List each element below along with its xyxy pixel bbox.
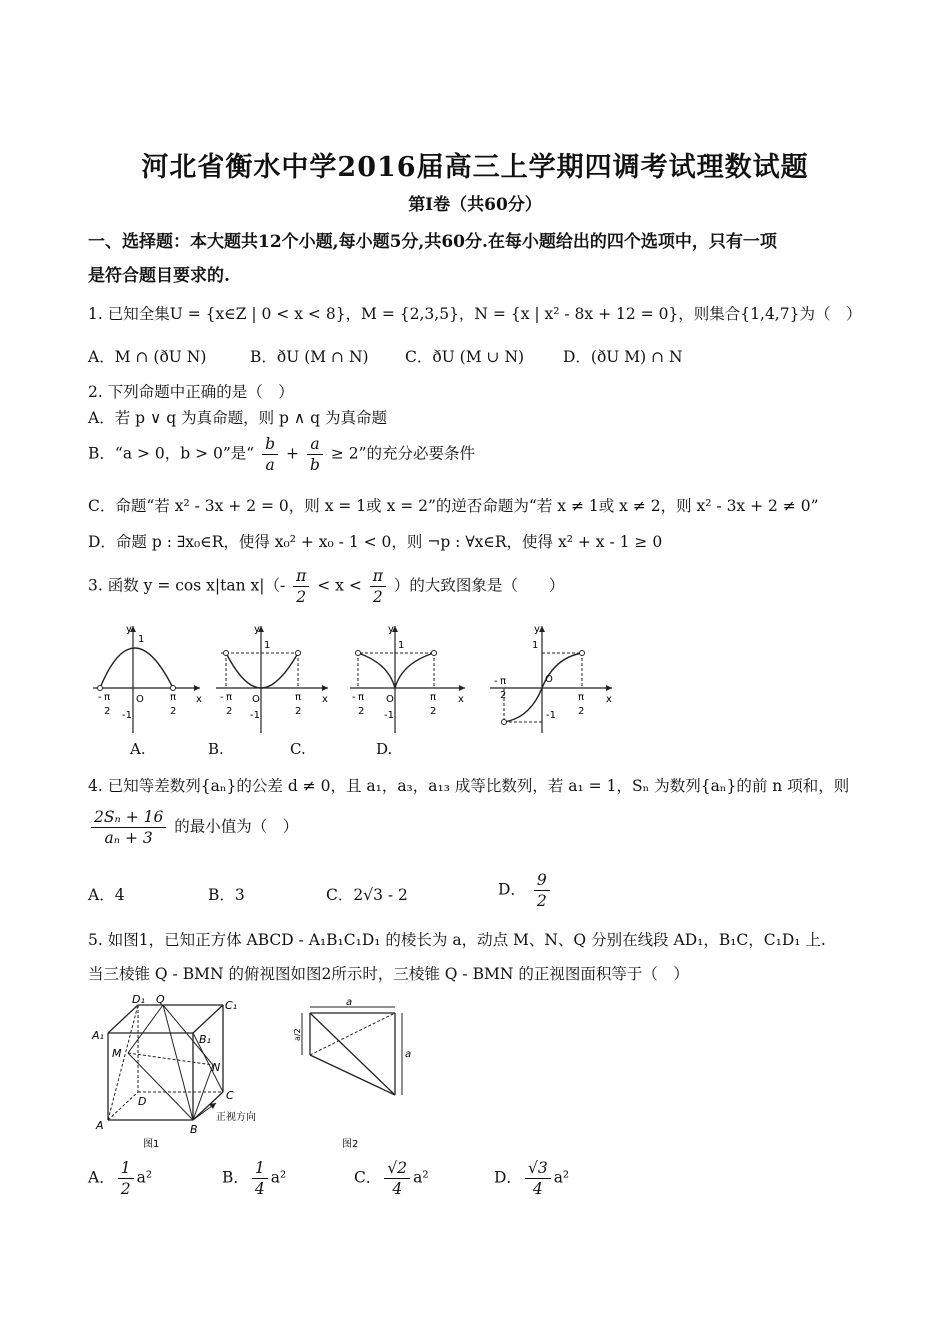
svg-text:A₁: A₁ — [92, 1029, 104, 1042]
svg-text:π: π — [430, 692, 437, 703]
svg-text:B: B — [190, 1123, 198, 1136]
q5-option-b: B． $\frac{1}{4}$ a² — [222, 1159, 287, 1198]
q4-stem-line1: 4. 已知等差数列{aₙ}的公差 d ≠ 0，且 a₁，a₃，a₁₃ 成等比数列，若 a₁ = 1，Sₙ 为数列{aₙ}的前 n 项和，则 — [88, 777, 850, 795]
svg-text:Q: Q — [156, 995, 165, 1006]
graph-c — [350, 624, 465, 733]
q2-option-c: C．命题“若 x² - 3x + 2 = 0，则 x = 1或 x = 2”的逆否命题为“若 x ≠ 1或 x ≠ 2，则 x² - 3x + 2 ≠ 0” — [88, 497, 819, 515]
q1-stem: 1. 已知全集U = {x∈Z | 0 < x < 8}，M = {2,3,5}，N = {x | x² - 8x + 12 = 0}，则集合{1,4,7}为（ ） — [88, 305, 862, 323]
svg-text:a: a — [405, 1049, 412, 1060]
svg-text:1: 1 — [264, 640, 271, 651]
svg-text:O: O — [252, 694, 260, 705]
svg-text:-1: -1 — [122, 710, 132, 721]
q2-stem: 2. 下列命题中正确的是（ ） — [88, 383, 294, 401]
svg-text:-: - — [220, 692, 224, 703]
q5-stem-line2: 当三棱锥 Q - BMN 的俯视图如图2所示时，三棱锥 Q - BMN 的正视图面积等于（ ） — [88, 965, 689, 983]
svg-text:O: O — [136, 694, 144, 705]
q5-figure-1 — [88, 995, 288, 1155]
q5-stem-line1: 5. 如图1，已知正方体 ABCD - A₁B₁C₁D₁ 的棱长为 a，动点 M、N、Q 分别在线段 AD₁，B₁C，C₁D₁ 上. — [88, 931, 826, 949]
svg-text:O: O — [386, 694, 394, 705]
svg-text:x: x — [606, 694, 612, 705]
q5-figure-2 — [290, 995, 420, 1155]
svg-text:正视方向: 正视方向 — [216, 1112, 256, 1123]
svg-text:M: M — [112, 1047, 122, 1060]
page-subtitle: 第Ⅰ卷（共60分） — [408, 195, 542, 215]
svg-text:2: 2 — [226, 706, 233, 717]
q5-option-a: A． $\frac{1}{2}$ a² — [88, 1159, 153, 1198]
svg-text:π: π — [170, 692, 177, 703]
q4-stem-line2: $\frac{\text{2Sₙ + 16}}{\text{aₙ + 3}}$ 的最小值为（ ） — [88, 807, 298, 848]
section-instruction-line1: 一、选择题：本大题共12个小题,每小题5分,共60分.在每小题给出的四个选项中，只有一项 — [88, 232, 777, 252]
svg-text:2: 2 — [104, 706, 111, 717]
q2-option-d: D．命题 p : ∃x₀∈R，使得 x₀² + x₀ - 1 < 0，则 ¬p : ∀x∈R，使得 x² + x - 1 ≥ 0 — [88, 533, 663, 551]
q4-option-d: D． $\frac{9}{2}$ — [498, 870, 553, 911]
svg-text:π: π — [500, 676, 507, 687]
q3-stem: 3. 函数 y = cos x|tan x|（- $\frac{\pi}{2}$ < x < $\frac{\pi}{2}$ ）的大致图象是（ ） — [88, 567, 565, 606]
q2-option-b: B．“a > 0，b > 0”是“ $\frac{b}{a}$ + $\frac{a}{b}$ ≥ 2”的充分必要条件 — [88, 435, 476, 474]
svg-text:D: D — [138, 1095, 147, 1108]
svg-text:C₁: C₁ — [225, 999, 238, 1012]
page-title: 河北省衡水中学2016届高三上学期四调考试理数试题 — [141, 152, 809, 183]
svg-text:1: 1 — [398, 640, 405, 651]
q4-option-a: A．4 — [88, 886, 125, 904]
svg-text:1: 1 — [138, 634, 145, 645]
q1-option-c: C．ðU (M ∪ N) — [405, 348, 525, 366]
svg-text:2: 2 — [170, 706, 177, 717]
svg-text:2: 2 — [430, 706, 437, 717]
svg-text:-: - — [352, 692, 356, 703]
svg-text:π: π — [295, 692, 302, 703]
q2-option-a: A．若 p ∨ q 为真命题，则 p ∧ q 为真命题 — [88, 409, 387, 427]
svg-text:a/2: a/2 — [293, 1028, 302, 1041]
svg-text:1: 1 — [532, 640, 539, 651]
svg-text:y: y — [254, 624, 260, 635]
q3-label-c: C. — [290, 740, 306, 758]
svg-text:y: y — [126, 624, 132, 635]
graph-b — [216, 624, 328, 733]
graph-a — [93, 624, 202, 733]
svg-text:C: C — [226, 1089, 234, 1102]
q4-option-b: B．3 — [208, 886, 245, 904]
section-instruction-line2: 是符合题目要求的. — [88, 266, 230, 286]
svg-text:x: x — [458, 694, 464, 705]
svg-text:图2: 图2 — [342, 1139, 359, 1150]
svg-text:O: O — [545, 674, 553, 685]
q3-label-b: B. — [208, 740, 224, 758]
svg-text:π: π — [226, 692, 233, 703]
q3-label-a: A. — [130, 740, 146, 758]
svg-text:-: - — [494, 676, 498, 687]
svg-text:x: x — [196, 694, 202, 705]
svg-text:x: x — [322, 694, 328, 705]
q1-option-a: A．M ∩ (ðU N) — [88, 348, 207, 366]
q4-option-c: C．2√3 - 2 — [326, 886, 408, 904]
svg-text:D₁: D₁ — [132, 995, 145, 1006]
svg-text:y: y — [534, 624, 540, 635]
q3-label-d: D. — [376, 740, 393, 758]
q1-option-b: B．ðU (M ∩ N) — [250, 348, 369, 366]
q5-option-d: D． $\frac{√3}{4}$ a² — [494, 1159, 570, 1198]
q3-graphs — [88, 618, 628, 743]
svg-text:A: A — [96, 1119, 104, 1132]
svg-text:-1: -1 — [384, 710, 394, 721]
svg-text:π: π — [358, 692, 365, 703]
q5-option-c: C． $\frac{√2}{4}$ a² — [354, 1159, 429, 1198]
svg-text:B₁: B₁ — [199, 1033, 211, 1046]
svg-text:2: 2 — [358, 706, 365, 717]
svg-text:a: a — [346, 997, 353, 1008]
svg-text:2: 2 — [500, 690, 507, 701]
svg-text:-1: -1 — [546, 710, 556, 721]
svg-text:-: - — [98, 692, 102, 703]
svg-text:2: 2 — [295, 706, 302, 717]
q1-option-d: D．(ðU M) ∩ N — [563, 348, 683, 366]
svg-text:π: π — [104, 692, 111, 703]
svg-text:N: N — [212, 1061, 221, 1074]
graph-d — [490, 624, 612, 733]
svg-text:-1: -1 — [250, 710, 260, 721]
svg-text:2: 2 — [578, 706, 585, 717]
svg-text:π: π — [578, 692, 585, 703]
svg-text:图1: 图1 — [143, 1139, 160, 1150]
svg-text:y: y — [388, 624, 394, 635]
